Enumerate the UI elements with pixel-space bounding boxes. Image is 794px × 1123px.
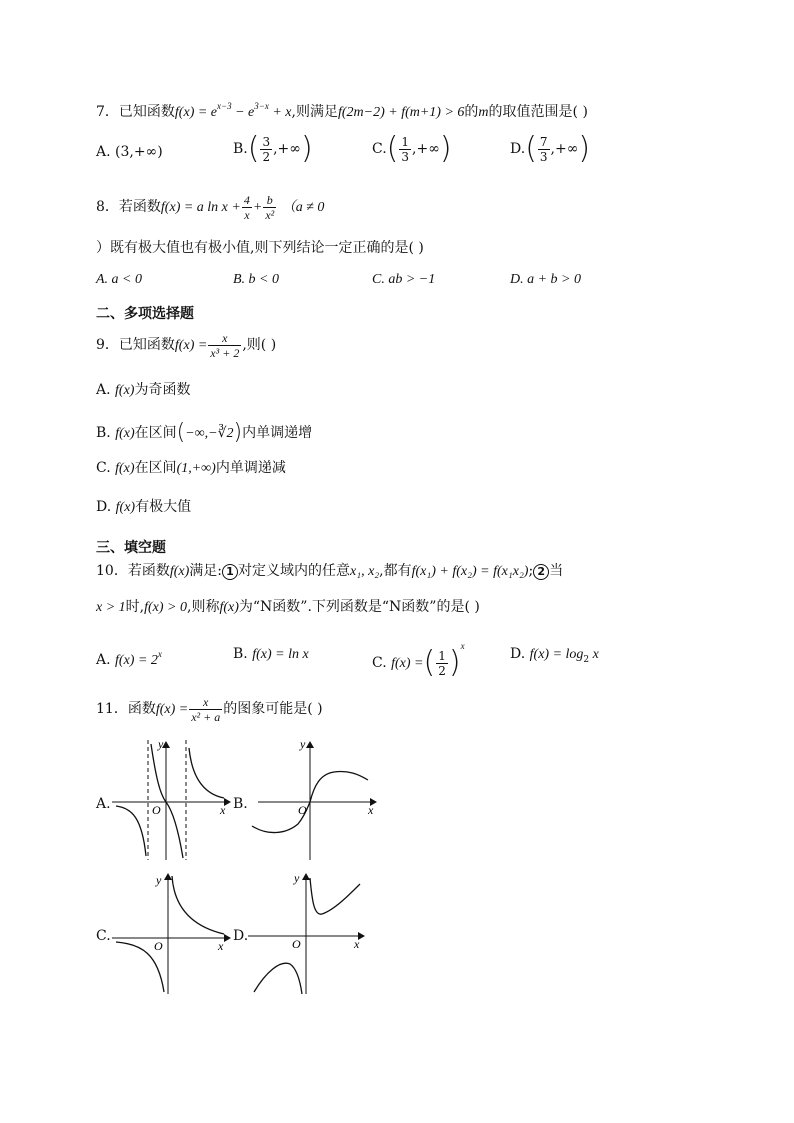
q11-option-b-label: B. [233,796,248,812]
origin-label: O [152,803,161,817]
curve-left [254,963,302,994]
q11-option-d-label: D. [233,928,249,944]
x-axis-label: x [220,803,226,817]
question-11-stem: 11．函数f(x) = $\frac{x}{\text{x² + a}}$ 的图象可能是( ) [96,694,323,724]
q11-graph-d [248,870,368,996]
x-axis-label: x [354,937,360,951]
origin-label: O [154,939,163,953]
q9-option-a: A. f(x)为奇函数 [96,382,191,398]
q9-option-d: D. f(x)有极大值 [96,499,192,515]
x-axis-label: x [218,939,224,953]
circled-number-2: 2 [533,564,549,580]
section-heading-multiple-choice: 二、多项选择题 [96,306,194,322]
question-10-stem-line2: x > 1时,f(x) > 0,则称f(x)为“N函数”.下列函数是“N函数”的是( ) [96,599,480,615]
q10-option-a: A. $f(x) = 2^x$ [96,649,162,668]
circled-number-1: 1 [222,564,238,580]
q11-option-c-label: C. [96,928,111,944]
question-8-stem: 8．若函数f(x) = a ln x + $\frac{4}{x}$ + $\frac{b}{\text{x²}}$ （a ≠ 0 [96,192,325,222]
origin-label: O [298,803,307,817]
question-8-stem-line2: ）既有极大值也有极小值,则下列结论一定正确的是( ) [96,240,424,256]
question-10-stem: 10．若函数f(x)满足: 1 对定义域内的任意x₁, x₂,都有f(x₁) + f(x₂) = f(x₁x₂); 2 当 [96,563,564,579]
q11-option-a-label: A. [96,796,111,812]
q10-option-b: B. f(x) = ln x [233,646,309,662]
q8-option-b: B. b < 0 [233,272,279,287]
question-9-stem: 9．已知函数f(x) = $\frac{x}{\text{x³ + 2}}$ ,则( ) [96,330,277,360]
q7-option-b: B.( $\frac{3}{2}$ ,+∞) [233,131,313,166]
q8-option-d: D. a + b > 0 [510,272,582,287]
curve-left [116,806,146,856]
y-axis-label: y [158,738,164,751]
q11-graph-b [248,738,380,862]
q7-option-a: A. (3,+∞) [96,144,163,160]
q9-option-c: C. f(x)在区间(1,+∞)内单调递减 [96,460,286,476]
curve-right [310,878,360,914]
section-heading-fill-in: 三、填空题 [96,540,166,556]
y-axis-label: y [294,871,300,885]
y-axis-label: y [156,873,162,887]
origin-label: O [292,937,301,951]
q10-option-d: D. $f(x) = \log_2 x$ [510,646,599,665]
q7-number: 7． [96,104,119,120]
x-axis-label: x [368,803,374,817]
q8-option-c: C. ab > −1 [372,272,436,287]
q10-option-c: C. f(x) =( $\frac{1}{2}$ )$^x$ [372,641,465,680]
q9-option-b: B. f(x)在区间(−∞,−∛2)内单调递增 [96,420,313,445]
curve-right [189,748,224,798]
q8-option-a: A. a < 0 [96,272,142,287]
curve-middle [151,744,183,858]
q11-graph-a [112,738,236,862]
y-axis-label: y [300,738,306,751]
question-7-stem: 7．已知函数$f(x) = e^{x-3} - e^{3-x} + x$,则满足f(2m−2) + f(m+1) > 6的m的取值范围是( ) [96,101,588,120]
q11-graph-c [112,870,236,996]
q7-option-d: D.( $\frac{7}{3}$ ,+∞) [510,131,591,166]
curve-right [172,876,224,934]
q7-option-c: C.( $\frac{1}{3}$ ,+∞) [372,131,452,166]
